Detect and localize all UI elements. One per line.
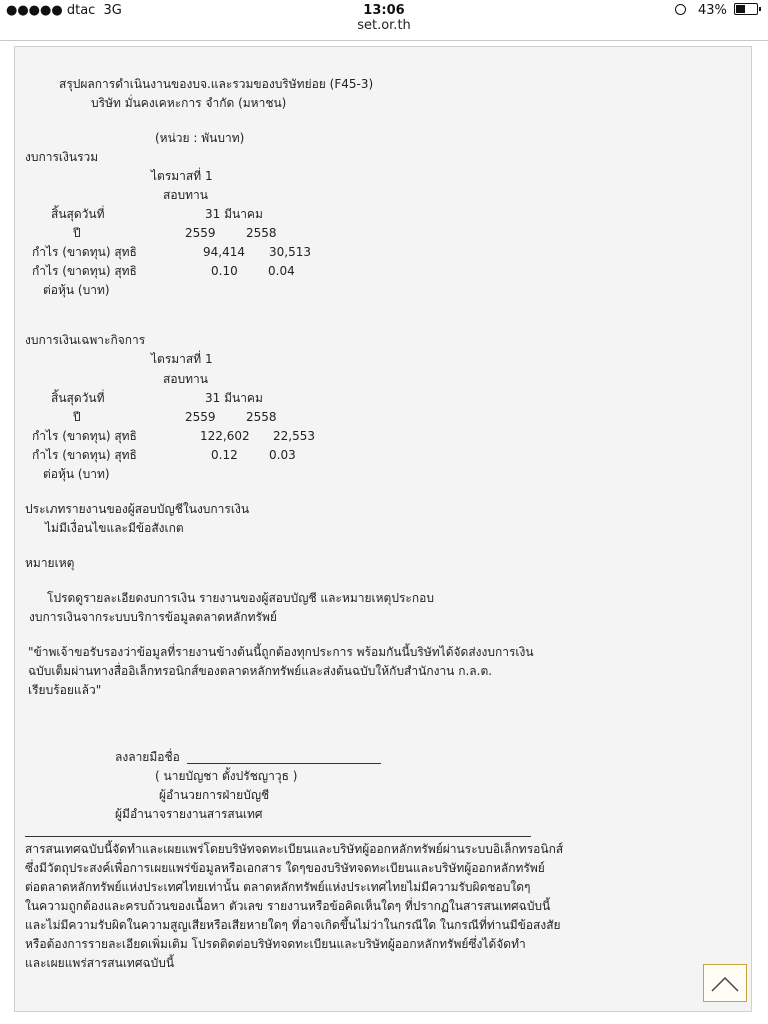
disclaimer-line: และไม่มีความรับผิดในความสูญเสียหรือเสียหายใดๆ ที่อาจเกิดขึ้นไม่ว่าในกรณีใด ในกรณีที่ท่านมีข้อสงสัย	[25, 918, 561, 932]
carrier-label: ●●●●● dtac	[6, 3, 96, 18]
separate-eps-prior: 0.03	[269, 448, 296, 462]
separate-year-prior: 2558	[246, 410, 277, 424]
battery-percent: 43%	[697, 3, 727, 18]
clock: 13:06	[363, 3, 405, 18]
consolidated-year-current: 2559	[185, 226, 216, 240]
consolidated-year-prior: 2558	[246, 226, 277, 240]
battery-status	[675, 3, 758, 18]
consolidated-period-label: สิ้นสุดวันที่	[51, 207, 105, 221]
consolidated-net-profit-current: 94,414	[203, 245, 245, 259]
signatory-authority: ผู้มีอำนาจรายงานสารสนเทศ	[115, 807, 263, 821]
separate-period-value: 31 มีนาคม	[205, 391, 263, 405]
status-bar	[0, 0, 768, 20]
auditor-report-heading: ประเภทรายงานของผู้สอบบัญชีในงบการเงิน	[25, 502, 250, 516]
auditor-report-value: ไม่มีเงื่อนไขและมีข้อสังเกต	[45, 521, 184, 535]
separate-year-current: 2559	[185, 410, 216, 424]
disclaimer-line: และเผยแพร่สารสนเทศฉบับนี้	[25, 956, 175, 970]
disclaimer-line: ซึ่งมีวัตถุประสงค์เพื่อการเผยแพร่ข้อมูลหรือเอกสาร ใดๆของบริษัทจดทะเบียนและบริษัทผู้ออกหลักทรัพย์	[25, 861, 545, 875]
toolbar-divider	[0, 40, 768, 41]
signature-line	[187, 763, 381, 764]
certification-line-1: "ข้าพเจ้าขอรับรองว่าข้อมูลที่รายงานข้างต้นนี้ถูกต้องทุกประการ พร้อมกันนี้บริษัทได้จัดส่งงบการเงิน	[28, 645, 534, 659]
consolidated-quarter: ไตรมาสที่ 1	[151, 169, 213, 183]
unit-label: (หน่วย : พันบาท)	[155, 131, 245, 145]
consolidated-net-profit-prior: 30,513	[269, 245, 311, 259]
separate-period-label: สิ้นสุดวันที่	[51, 391, 105, 405]
notes-line-1: โปรดดูรายละเอียดงบการเงิน รายงานของผู้สอบบัญชี และหมายเหตุประกอบ	[47, 591, 434, 605]
notes-heading: หมายเหตุ	[25, 556, 75, 570]
disclaimer-line: ในความถูกต้องและครบถ้วนของเนื้อหา ตัวเลข รายงานหรือข้อคิดเห็นใดๆ ที่ปรากฏในสารสนเทศฉบับนี้	[25, 899, 551, 913]
network-type: 3G	[103, 3, 122, 18]
location-icon	[675, 4, 686, 15]
separate-net-profit-current: 122,602	[200, 429, 250, 443]
consolidated-period-value: 31 มีนาคม	[205, 207, 263, 221]
separate-net-profit-label: กำไร (ขาดทุน) สุทธิ	[32, 429, 137, 443]
signatory-name: ( นายบัญชา ตั้งปรัชญาวุธ )	[155, 769, 298, 783]
certification-line-2: ฉบับเต็มผ่านทางสื่ออิเล็กทรอนิกส์ของตลาดหลักทรัพย์และส่งต้นฉบับให้กับสำนักงาน ก.ล.ต.	[28, 664, 493, 678]
separate-per-share-label: ต่อหุ้น (บาท)	[43, 467, 110, 481]
document-panel	[14, 46, 752, 1012]
chevron-up-icon	[704, 965, 746, 1001]
consolidated-audit: สอบทาน	[163, 188, 208, 202]
scroll-to-top-button[interactable]	[703, 964, 747, 1002]
battery-icon	[734, 3, 758, 15]
consolidated-eps-prior: 0.04	[268, 264, 295, 278]
separate-audit: สอบทาน	[163, 372, 208, 386]
url-bar[interactable]: set.or.th	[357, 18, 411, 33]
disclaimer-separator	[25, 836, 531, 837]
consolidated-eps-current: 0.10	[211, 264, 238, 278]
disclaimer-line: สารสนเทศฉบับนี้จัดทำและเผยแพร่โดยบริษัทจดทะเบียนและบริษัทผู้ออกหลักทรัพย์ผ่านระบบอิเล็กทรอนิกส์	[25, 842, 564, 856]
battery-fill	[736, 5, 745, 13]
document-title: สรุปผลการดำเนินงานของบจ.และรวมของบริษัทย่อย (F45-3)	[59, 77, 374, 91]
consolidated-heading: งบการเงินรวม	[25, 150, 99, 164]
disclaimer-line: ต่อตลาดหลักทรัพย์แห่งประเทศไทยเท่านั้น ตลาดหลักทรัพย์แห่งประเทศไทยไม่มีความรับผิดชอบใดๆ	[25, 880, 531, 894]
separate-net-profit-prior: 22,553	[273, 429, 315, 443]
disclaimer-line: หรือต้องการรายละเอียดเพิ่มเติม โปรดติดต่อบริษัทจดทะเบียนและบริษัทผู้ออกหลักทรัพย์ซึ่งได้จัดทำ	[25, 937, 526, 951]
notes-line-2: งบการเงินจากระบบบริการข้อมูลตลาดหลักทรัพย์	[29, 610, 277, 624]
separate-quarter: ไตรมาสที่ 1	[151, 352, 213, 366]
signatory-position: ผู้อำนวยการฝ่ายบัญชี	[159, 788, 270, 802]
consolidated-eps-label: กำไร (ขาดทุน) สุทธิ	[32, 264, 137, 278]
separate-eps-label: กำไร (ขาดทุน) สุทธิ	[32, 448, 137, 462]
separate-year-label: ปี	[73, 410, 81, 424]
certification-line-3: เรียบร้อยแล้ว"	[28, 683, 102, 697]
consolidated-per-share-label: ต่อหุ้น (บาท)	[43, 283, 110, 297]
consolidated-year-label: ปี	[73, 226, 81, 240]
separate-heading: งบการเงินเฉพาะกิจการ	[25, 333, 146, 347]
company-name: บริษัท มั่นคงเคหะการ จำกัด (มหาชน)	[91, 96, 287, 110]
separate-eps-current: 0.12	[211, 448, 238, 462]
signature-label: ลงลายมือชื่อ	[115, 750, 180, 764]
consolidated-net-profit-label: กำไร (ขาดทุน) สุทธิ	[32, 245, 137, 259]
